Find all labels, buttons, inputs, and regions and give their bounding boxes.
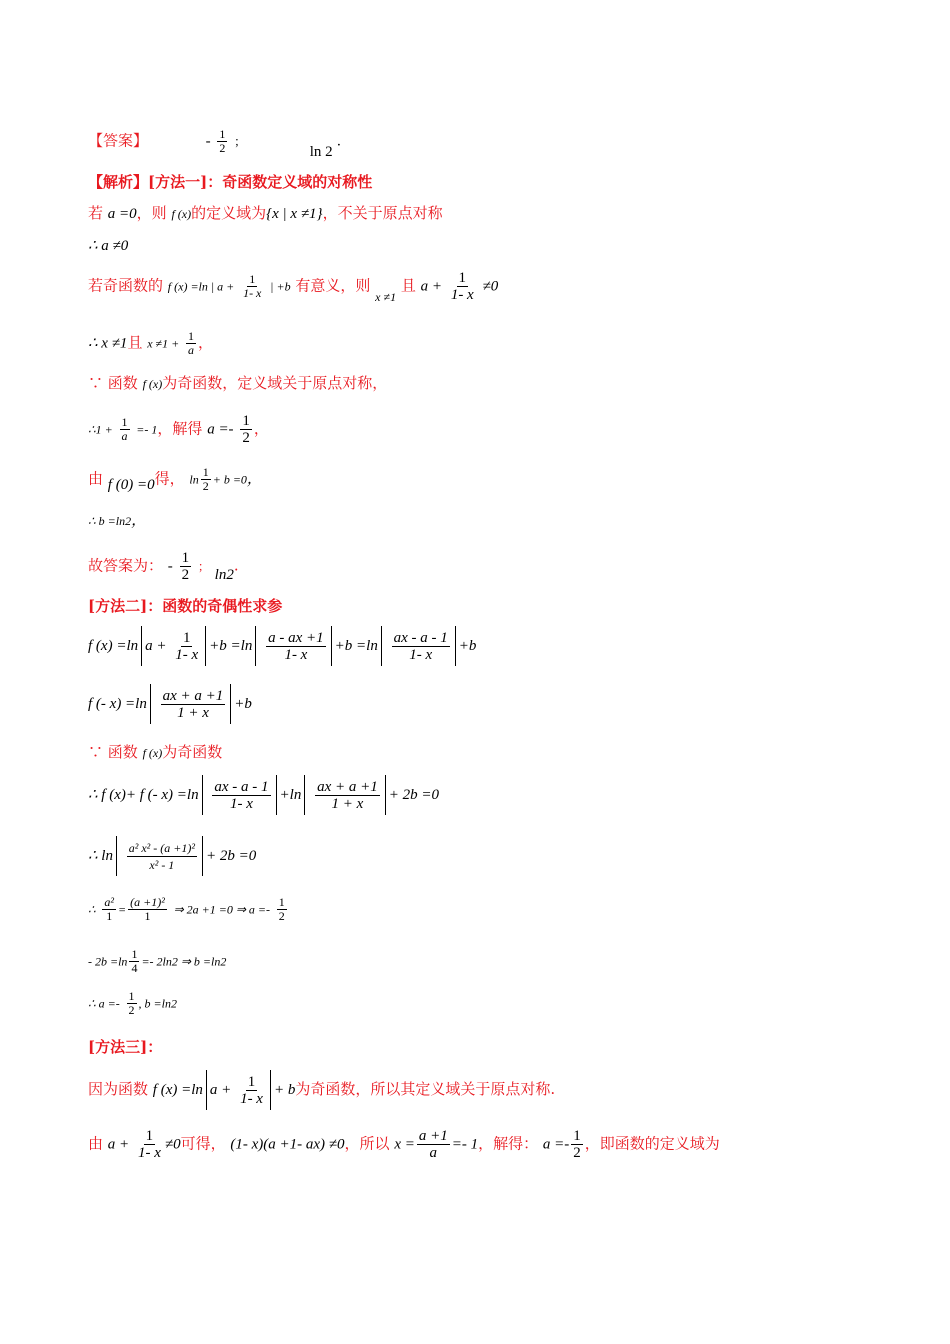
answer-end: . [337, 133, 342, 150]
method-1-title: [方法一]：奇函数定义域的对称性 [148, 173, 373, 191]
m3-line-2: 由 a + $\frac{1}{1- x}$ ≠0可得， (1- x)(a +1- ax) ≠0，所以 x = $\frac{a +1}{a}$ =- 1，解得： a =- $\frac{1}{2}$ ，即函数的定义域为 [88, 1128, 720, 1161]
m1-line-8: ∴ b =ln2， [88, 513, 147, 529]
m3-line-1: 因为函数 f (x) =ln a + $\frac{1}{1- x}$ + b为奇函数，所以其定义域关于原点对称. [88, 1070, 555, 1110]
answer-value-1-fraction: $\frac{1}{2}$ [219, 127, 226, 155]
m1-line-2: ∴ a ≠0 [88, 238, 129, 254]
answer-label: 【答案】 [88, 131, 149, 150]
analysis-label: 【解析】 [88, 173, 149, 191]
m1-line-4: ∴ x ≠1且 x ≠1 + $\frac{1}{a}$ ， [88, 329, 214, 357]
answer-separator: ； [234, 134, 247, 149]
m2-line-5: ∴ ln $\frac{\text{a² x² - (a +1)²}}{\text{x² - 1}}$ + 2b =0 [88, 836, 256, 876]
answer-line [88, 127, 342, 160]
answer-value-2: ln 2 [309, 143, 333, 160]
m2-line-6: ∴ $\frac{\text{a²}}{1}$ = $\frac{\text{(a +1)²}}{1}$ ⇒ 2a +1 =0 ⇒ a =- $\frac{1}{2}$ [88, 895, 285, 923]
method-3-title: [方法三]： [88, 1038, 163, 1056]
m1-line-1: 若 a =0，则 f (x)的定义域为{x | x ≠1}，不关于原点对称 [88, 204, 443, 222]
m1-line-5: ∵ 函数 f (x)为奇函数，定义域关于原点对称， [88, 374, 388, 392]
m1-line-3: 若奇函数的 f (x) =ln | a + $\frac{1}{1- x}$ | +b 有意义，则 $_{x \ne 1}$ 且 a + $\frac{1}{1- x}$ ≠0 [88, 270, 499, 304]
m1-line-7: 由 f (0) =0得， ln $\frac{1}{2}$ + b =0， [88, 465, 262, 493]
answer-value-1-sign: - [205, 133, 211, 150]
m1-line-6: ∴1 + $\frac{1}{a}$ =- 1，解得 a =- $\frac{1}{2}$ ， [88, 413, 269, 446]
m2-line-1: f (x) =ln a + $\frac{1}{1- x}$ +b =ln $\frac{a - ax +1}{1- x}$ +b =ln $\frac{ax - a - 1}{1- x}$ +b [88, 626, 476, 666]
m2-line-4: ∴ f (x)+ f (- x) =ln $\frac{ax - a - 1}{1- x}$ +ln $\frac{ax + a +1}{1 + x}$ + 2b =0 [88, 775, 439, 815]
m2-line-8: ∴ a =- $\frac{1}{2}$ , b =ln2 [88, 989, 177, 1017]
m2-line-2: f (- x) =ln $\frac{ax + a +1}{1 + x}$ +b [88, 684, 252, 724]
m1-line-9: 故答案为： - $\frac{1}{2}$ ； ln2. [88, 550, 239, 583]
m2-line-3: ∵ 函数 f (x)为奇函数 [88, 743, 223, 761]
method-2-title: [方法二]：函数的奇偶性求参 [88, 597, 283, 615]
m2-line-7: - 2b =ln $\frac{1}{4}$ =- 2ln2 ⇒ b =ln2 [88, 947, 227, 975]
method-1-title-line [88, 172, 372, 192]
